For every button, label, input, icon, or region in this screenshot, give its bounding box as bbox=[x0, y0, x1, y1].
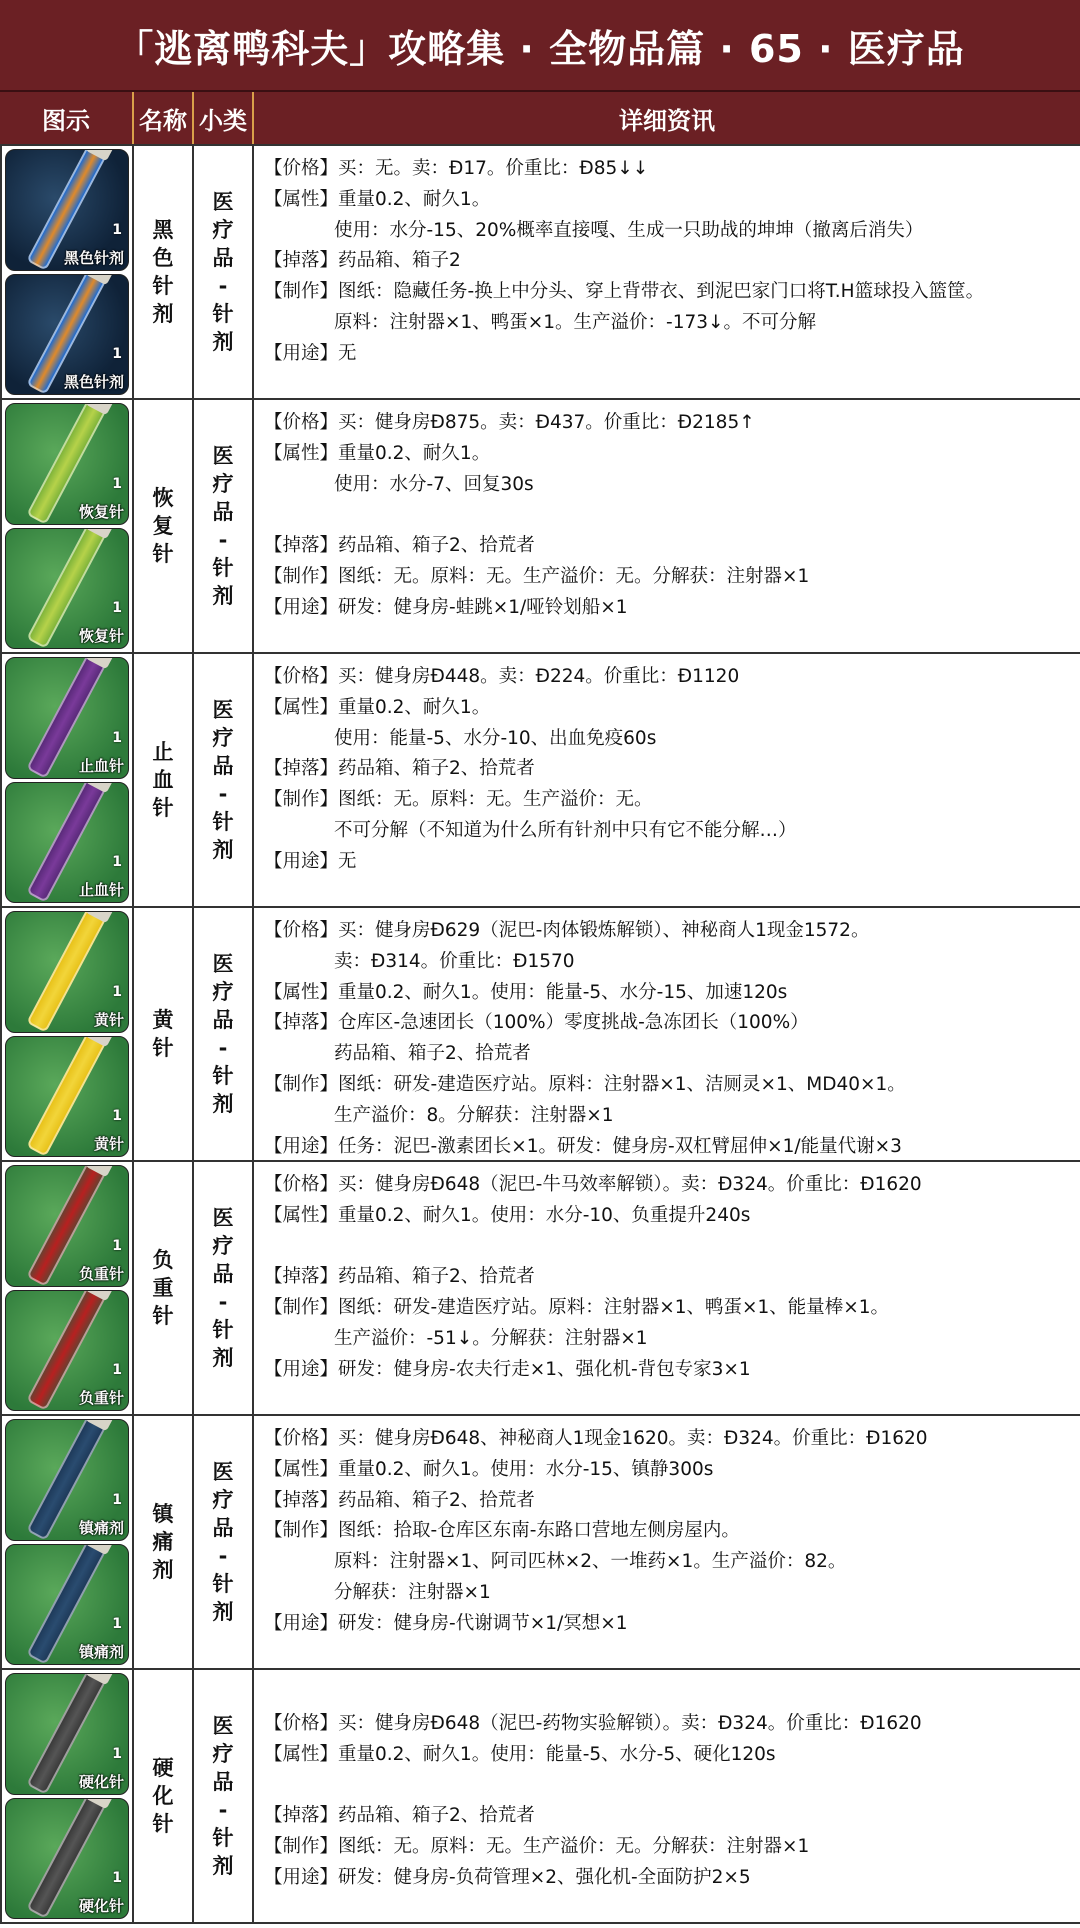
detail-tag bbox=[264, 1547, 334, 1578]
header-image: 图示 bbox=[0, 92, 134, 144]
item-quantity: 1 bbox=[112, 1491, 122, 1508]
detail-text: 药品箱、箱子2、拾荒者 bbox=[334, 1043, 531, 1065]
subcategory-char: 品 bbox=[212, 1262, 234, 1286]
subcategory-char: 医 bbox=[212, 190, 234, 214]
item-image-label: 恢复针 bbox=[78, 502, 124, 521]
header-name: 名称 bbox=[134, 92, 194, 144]
table-row bbox=[0, 1162, 1080, 1416]
detail-text: 使用：水分-7、回复30s bbox=[334, 473, 534, 495]
detail-text: 仓库区-急速团长（100%）零度挑战-急冻团长（100%） bbox=[338, 1012, 809, 1034]
item-details bbox=[254, 400, 1080, 652]
subcategory-char: 剂 bbox=[212, 1854, 234, 1878]
detail-line bbox=[264, 785, 1070, 816]
item-name-char: 黄 bbox=[152, 1008, 174, 1032]
table-row bbox=[0, 400, 1080, 654]
detail-line bbox=[264, 1547, 1070, 1578]
detail-tag bbox=[264, 1324, 334, 1355]
item-name-char: 镇 bbox=[152, 1502, 174, 1526]
detail-text: 重量0.2、耐久1。 bbox=[338, 442, 491, 464]
subcategory-char: - bbox=[218, 782, 228, 806]
detail-tag: 【掉落】 bbox=[264, 1805, 339, 1827]
detail-line bbox=[264, 1740, 1070, 1771]
detail-tag: 【制作】 bbox=[264, 1297, 339, 1319]
detail-line bbox=[264, 1486, 1070, 1517]
items-table bbox=[0, 144, 1080, 1928]
syringe-icon bbox=[5, 403, 129, 525]
detail-tag: 【制作】 bbox=[264, 789, 339, 811]
item-details bbox=[254, 1670, 1080, 1922]
detail-tag: 【价格】 bbox=[264, 1428, 339, 1449]
detail-text: 重量0.2、耐久1。 bbox=[338, 696, 491, 718]
item-subcategory bbox=[194, 1416, 254, 1668]
item-quantity: 1 bbox=[112, 854, 122, 871]
detail-tag: 【价格】 bbox=[264, 1712, 339, 1734]
syringe-icon bbox=[5, 528, 129, 650]
detail-line bbox=[264, 1609, 1070, 1640]
detail-line bbox=[264, 916, 1070, 947]
syringe-icon bbox=[5, 1419, 129, 1541]
detail-text: 药品箱、箱子2、拾荒者 bbox=[338, 1489, 535, 1511]
subcategory-char: - bbox=[218, 274, 228, 298]
syringe-icon bbox=[5, 1798, 129, 1920]
detail-text: 无 bbox=[338, 850, 357, 872]
detail-text: 买：无。卖：Đ17。价重比：Đ85↓↓ bbox=[338, 158, 649, 179]
detail-text: 重量0.2、耐久1。 bbox=[338, 188, 491, 210]
detail-tag bbox=[264, 1039, 334, 1070]
item-image-label: 黄针 bbox=[93, 1010, 124, 1029]
detail-text: 图纸：无。原料：无。生产溢价：无。分解获：注射器×1 bbox=[338, 565, 810, 587]
subcategory-char: 针 bbox=[212, 810, 234, 834]
item-image-label: 负重针 bbox=[78, 1264, 124, 1283]
detail-text: 使用：能量-5、水分-10、出血免疫60s bbox=[334, 727, 657, 749]
item-image-label: 黑色针剂 bbox=[63, 248, 124, 267]
detail-line bbox=[264, 1132, 1070, 1163]
detail-line bbox=[264, 1101, 1070, 1132]
detail-line bbox=[264, 1770, 1070, 1801]
item-quantity: 1 bbox=[112, 1870, 122, 1887]
item-image-cell bbox=[0, 654, 134, 906]
item-name-char: 复 bbox=[152, 514, 174, 538]
subcategory-char: 医 bbox=[212, 1206, 234, 1230]
subcategory-char: - bbox=[218, 1798, 228, 1822]
detail-text: 图纸：无。原料：无。生产溢价：无。 bbox=[338, 789, 653, 811]
subcategory-char: 疗 bbox=[212, 472, 234, 496]
subcategory-char: 品 bbox=[212, 500, 234, 524]
item-quantity: 1 bbox=[112, 729, 122, 746]
detail-line bbox=[264, 439, 1070, 470]
detail-text: 生产溢价：8。分解获：注射器×1 bbox=[334, 1104, 614, 1126]
detail-text: 重量0.2、耐久1。使用：能量-5、水分-15、加速120s bbox=[338, 981, 788, 1003]
item-image-cell bbox=[0, 908, 134, 1160]
detail-line bbox=[264, 978, 1070, 1009]
item-image-label: 硬化针 bbox=[78, 1897, 124, 1915]
item-image-cell bbox=[0, 400, 134, 652]
subcategory-char: 针 bbox=[212, 1826, 234, 1850]
detail-line bbox=[264, 408, 1070, 439]
detail-line bbox=[264, 1008, 1070, 1039]
detail-line bbox=[264, 1201, 1070, 1232]
item-details bbox=[254, 146, 1080, 398]
detail-tag bbox=[264, 1578, 334, 1609]
subcategory-char: - bbox=[218, 1544, 228, 1568]
item-quantity: 1 bbox=[112, 475, 122, 492]
item-name bbox=[134, 400, 194, 652]
item-name bbox=[134, 654, 194, 906]
subcategory-char: 剂 bbox=[212, 838, 234, 862]
item-name-char: 针 bbox=[152, 1812, 174, 1836]
subcategory-char: 品 bbox=[212, 1770, 234, 1794]
syringe-icon bbox=[5, 1673, 129, 1795]
detail-text: 生产溢价：-51↓。分解获：注射器×1 bbox=[334, 1327, 648, 1349]
detail-text: 买：健身房Đ648、神秘商人1现金1620。卖：Đ324。价重比：Đ1620 bbox=[338, 1428, 928, 1449]
item-name bbox=[134, 1162, 194, 1414]
item-image-label: 止血针 bbox=[78, 756, 124, 775]
item-name-char: 恢 bbox=[152, 486, 174, 510]
syringe-icon bbox=[5, 657, 129, 779]
syringe-icon bbox=[5, 1165, 129, 1287]
detail-text: 买：健身房Đ875。卖：Đ437。价重比：Đ2185↑ bbox=[338, 412, 755, 433]
detail-tag: 【掉落】 bbox=[264, 1012, 339, 1034]
item-name-char: 黑 bbox=[152, 218, 174, 242]
detail-line bbox=[264, 1039, 1070, 1070]
item-subcategory bbox=[194, 1670, 254, 1922]
item-quantity: 1 bbox=[112, 1237, 122, 1254]
detail-text: 使用：水分-15、20%概率直接嘎、生成一只助战的坤坤（撤离后消失） bbox=[334, 219, 924, 241]
syringe-icon bbox=[5, 1544, 129, 1666]
detail-tag bbox=[264, 816, 334, 847]
subcategory-char: 剂 bbox=[212, 1600, 234, 1624]
subcategory-char: 医 bbox=[212, 698, 234, 722]
detail-text: 无 bbox=[338, 342, 357, 364]
subcategory-char: 疗 bbox=[212, 1742, 234, 1766]
item-image-label: 镇痛剂 bbox=[78, 1518, 124, 1537]
detail-line bbox=[264, 724, 1070, 755]
item-quantity: 1 bbox=[112, 1745, 122, 1762]
detail-tag: 【属性】 bbox=[264, 1743, 339, 1765]
item-image-label: 黑色针剂 bbox=[63, 373, 124, 391]
detail-text: 研发：健身房-代谢调节×1/冥想×1 bbox=[338, 1612, 628, 1634]
item-details bbox=[254, 908, 1080, 1160]
item-name-char: 针 bbox=[152, 1304, 174, 1328]
detail-text: 药品箱、箱子2 bbox=[338, 250, 461, 272]
item-name bbox=[134, 1670, 194, 1922]
detail-text: 图纸：隐藏任务-换上中分头、穿上背带衣、到泥巴家门口将T.H篮球投入篮筐。 bbox=[338, 281, 985, 303]
subcategory-char: 针 bbox=[212, 1318, 234, 1342]
detail-text: 研发：健身房-蛙跳×1/哑铃划船×1 bbox=[338, 596, 628, 618]
subcategory-char: 针 bbox=[212, 302, 234, 326]
detail-text: 图纸：研发-建造医疗站。原料：注射器×1、鸭蛋×1、能量棒×1。 bbox=[338, 1297, 890, 1319]
detail-tag: 【制作】 bbox=[264, 1835, 339, 1857]
item-name bbox=[134, 146, 194, 398]
item-quantity: 1 bbox=[112, 1616, 122, 1633]
detail-text: 不可分解（不知道为什么所有针剂中只有它不能分解…） bbox=[334, 819, 797, 841]
item-name-char: 痛 bbox=[152, 1530, 174, 1554]
subcategory-char: 针 bbox=[212, 1064, 234, 1088]
detail-tag: 【属性】 bbox=[264, 981, 339, 1003]
detail-tag bbox=[264, 1770, 334, 1801]
item-name-char: 负 bbox=[152, 1248, 174, 1272]
detail-tag: 【价格】 bbox=[264, 666, 339, 687]
subcategory-char: 医 bbox=[212, 444, 234, 468]
detail-text: 药品箱、箱子2、拾荒者 bbox=[338, 758, 535, 780]
item-quantity: 1 bbox=[112, 1108, 122, 1125]
detail-text bbox=[334, 1232, 1070, 1263]
subcategory-char: 剂 bbox=[212, 1346, 234, 1370]
detail-tag: 【价格】 bbox=[264, 920, 339, 941]
item-image-cell bbox=[0, 1670, 134, 1922]
detail-tag: 【价格】 bbox=[264, 1174, 339, 1195]
detail-line bbox=[264, 1516, 1070, 1547]
item-image-label: 黄针 bbox=[93, 1135, 124, 1153]
detail-line bbox=[264, 1293, 1070, 1324]
item-name-char: 血 bbox=[152, 768, 174, 792]
detail-tag: 【价格】 bbox=[264, 412, 339, 433]
subcategory-char: 医 bbox=[212, 1714, 234, 1738]
detail-line bbox=[264, 1232, 1070, 1263]
item-quantity: 1 bbox=[112, 600, 122, 617]
detail-line bbox=[264, 947, 1070, 978]
detail-tag bbox=[264, 216, 334, 247]
detail-line bbox=[264, 308, 1070, 339]
detail-tag: 【掉落】 bbox=[264, 535, 339, 557]
subcategory-char: 针 bbox=[212, 556, 234, 580]
detail-line bbox=[264, 470, 1070, 501]
item-name-char: 色 bbox=[152, 246, 174, 270]
detail-tag: 【制作】 bbox=[264, 281, 339, 303]
detail-text: 药品箱、箱子2、拾荒者 bbox=[338, 535, 535, 557]
item-name-char: 硬 bbox=[152, 1756, 174, 1780]
header-subcategory: 小类 bbox=[194, 92, 254, 144]
subcategory-char: 剂 bbox=[212, 584, 234, 608]
detail-text: 图纸：研发-建造医疗站。原料：注射器×1、洁厕灵×1、MD40×1。 bbox=[338, 1073, 906, 1095]
detail-text: 药品箱、箱子2、拾荒者 bbox=[338, 1805, 535, 1827]
detail-text bbox=[334, 500, 1070, 531]
detail-line bbox=[264, 216, 1070, 247]
detail-text: 重量0.2、耐久1。使用：能量-5、水分-5、硬化120s bbox=[338, 1743, 776, 1765]
detail-line bbox=[264, 1324, 1070, 1355]
detail-line bbox=[264, 531, 1070, 562]
detail-tag bbox=[264, 500, 334, 531]
detail-tag: 【用途】 bbox=[264, 1866, 339, 1888]
detail-tag bbox=[264, 470, 334, 501]
detail-tag bbox=[264, 1101, 334, 1132]
syringe-icon bbox=[5, 911, 129, 1033]
item-subcategory bbox=[194, 908, 254, 1160]
item-image-label: 恢复针 bbox=[78, 627, 124, 645]
item-quantity: 1 bbox=[112, 221, 122, 238]
item-details bbox=[254, 1162, 1080, 1414]
item-quantity: 1 bbox=[112, 983, 122, 1000]
detail-line bbox=[264, 1863, 1070, 1894]
detail-tag: 【掉落】 bbox=[264, 1266, 339, 1288]
subcategory-char: 品 bbox=[212, 246, 234, 270]
detail-tag: 【掉落】 bbox=[264, 1489, 339, 1511]
detail-text: 买：健身房Đ629（泥巴-肉体锻炼解锁）、神秘商人1现金1572。 bbox=[338, 920, 870, 941]
detail-text: 研发：健身房-农夫行走×1、强化机-背包专家3×1 bbox=[338, 1358, 751, 1380]
detail-tag bbox=[264, 1232, 334, 1263]
detail-line bbox=[264, 500, 1070, 531]
detail-tag: 【制作】 bbox=[264, 1073, 339, 1095]
header-details: 详细资讯 bbox=[619, 106, 715, 135]
detail-line bbox=[264, 1455, 1070, 1486]
item-image-cell bbox=[0, 1416, 134, 1668]
detail-line bbox=[264, 1355, 1070, 1386]
subcategory-char: 医 bbox=[212, 1460, 234, 1484]
detail-line bbox=[264, 754, 1070, 785]
item-name-char: 针 bbox=[152, 796, 174, 820]
detail-line bbox=[264, 1170, 1070, 1201]
detail-line bbox=[264, 1832, 1070, 1863]
item-name-char: 剂 bbox=[152, 302, 174, 326]
item-subcategory bbox=[194, 1162, 254, 1414]
table-row bbox=[0, 1670, 1080, 1924]
subcategory-char: 疗 bbox=[212, 1234, 234, 1258]
item-quantity: 1 bbox=[112, 346, 122, 363]
subcategory-char: 品 bbox=[212, 1516, 234, 1540]
table-row bbox=[0, 1416, 1080, 1670]
item-name-char: 化 bbox=[152, 1784, 174, 1808]
detail-tag bbox=[264, 1678, 334, 1709]
item-image-label: 镇痛剂 bbox=[78, 1643, 124, 1661]
subcategory-char: 针 bbox=[212, 1572, 234, 1596]
detail-tag: 【用途】 bbox=[264, 1612, 339, 1634]
detail-text: 图纸：拾取-仓库区东南-东路口营地左侧房屋内。 bbox=[338, 1520, 740, 1542]
detail-line bbox=[264, 816, 1070, 847]
item-name-char: 重 bbox=[152, 1276, 174, 1300]
subcategory-char: - bbox=[218, 1290, 228, 1314]
item-name bbox=[134, 1416, 194, 1668]
detail-line bbox=[264, 339, 1070, 370]
detail-text: 买：健身房Đ648（泥巴-药物实验解锁）。卖：Đ324。价重比：Đ1620 bbox=[338, 1712, 922, 1734]
detail-text: 图纸：无。原料：无。生产溢价：无。分解获：注射器×1 bbox=[338, 1835, 810, 1857]
detail-line bbox=[264, 277, 1070, 308]
detail-tag: 【属性】 bbox=[264, 1204, 339, 1226]
subcategory-char: 品 bbox=[212, 1008, 234, 1032]
item-image-cell bbox=[0, 146, 134, 398]
page-title: 「逃离鸭科夫」攻略集 · 全物品篇 · 65 · 医疗品 bbox=[0, 0, 1080, 92]
detail-text: 买：健身房Đ448。卖：Đ224。价重比：Đ1120 bbox=[338, 666, 740, 687]
item-name-char: 针 bbox=[152, 542, 174, 566]
syringe-icon bbox=[5, 782, 129, 904]
detail-tag bbox=[264, 308, 334, 339]
subcategory-char: 疗 bbox=[212, 218, 234, 242]
item-image-label: 止血针 bbox=[78, 881, 124, 899]
item-name-char: 剂 bbox=[152, 1558, 174, 1582]
table-header bbox=[0, 92, 1080, 144]
table-row bbox=[0, 654, 1080, 908]
syringe-icon bbox=[5, 1036, 129, 1158]
detail-tag: 【用途】 bbox=[264, 1135, 339, 1157]
detail-line bbox=[264, 1709, 1070, 1740]
detail-text bbox=[334, 1770, 1070, 1801]
item-quantity: 1 bbox=[112, 1362, 122, 1379]
detail-text: 卖：Đ314。价重比：Đ1570 bbox=[334, 950, 575, 972]
detail-text: 分解获：注射器×1 bbox=[334, 1581, 491, 1603]
detail-tag: 【掉落】 bbox=[264, 250, 339, 272]
detail-tag: 【属性】 bbox=[264, 188, 339, 210]
subcategory-char: 疗 bbox=[212, 980, 234, 1004]
item-subcategory bbox=[194, 654, 254, 906]
item-name bbox=[134, 908, 194, 1160]
detail-text: 研发：健身房-负荷管理×2、强化机-全面防护2×5 bbox=[338, 1866, 751, 1888]
subcategory-char: - bbox=[218, 1036, 228, 1060]
detail-line bbox=[264, 246, 1070, 277]
detail-line bbox=[264, 1801, 1070, 1832]
detail-tag: 【属性】 bbox=[264, 696, 339, 718]
syringe-icon bbox=[5, 1290, 129, 1412]
detail-tag: 【属性】 bbox=[264, 442, 339, 464]
detail-text: 原料：注射器×1、鸭蛋×1。生产溢价：-173↓。不可分解 bbox=[334, 311, 817, 333]
detail-tag: 【制作】 bbox=[264, 1520, 339, 1542]
table-row bbox=[0, 908, 1080, 1162]
item-details bbox=[254, 654, 1080, 906]
detail-line bbox=[264, 693, 1070, 724]
detail-line bbox=[264, 662, 1070, 693]
detail-line bbox=[264, 1678, 1070, 1709]
detail-text bbox=[334, 1678, 1070, 1709]
detail-line bbox=[264, 154, 1070, 185]
subcategory-char: - bbox=[218, 528, 228, 552]
syringe-icon bbox=[5, 149, 129, 271]
detail-text: 药品箱、箱子2、拾荒者 bbox=[338, 1266, 535, 1288]
subcategory-char: 疗 bbox=[212, 1488, 234, 1512]
detail-tag: 【属性】 bbox=[264, 1458, 339, 1480]
detail-line bbox=[264, 185, 1070, 216]
table-row bbox=[0, 146, 1080, 400]
detail-line bbox=[264, 1424, 1070, 1455]
item-subcategory bbox=[194, 146, 254, 398]
detail-text: 买：健身房Đ648（泥巴-牛马效率解锁）。卖：Đ324。价重比：Đ1620 bbox=[338, 1174, 922, 1195]
item-name-char: 止 bbox=[152, 740, 174, 764]
detail-tag: 【用途】 bbox=[264, 850, 339, 872]
detail-tag: 【价格】 bbox=[264, 158, 339, 179]
item-details bbox=[254, 1416, 1080, 1668]
subcategory-char: 剂 bbox=[212, 1092, 234, 1116]
subcategory-char: 品 bbox=[212, 754, 234, 778]
detail-tag: 【制作】 bbox=[264, 565, 339, 587]
detail-line bbox=[264, 562, 1070, 593]
detail-line bbox=[264, 1578, 1070, 1609]
detail-tag: 【用途】 bbox=[264, 1358, 339, 1380]
detail-tag: 【用途】 bbox=[264, 596, 339, 618]
item-image-label: 负重针 bbox=[78, 1389, 124, 1407]
detail-line bbox=[264, 1262, 1070, 1293]
detail-line bbox=[264, 1070, 1070, 1101]
detail-line bbox=[264, 847, 1070, 878]
item-image-label: 硬化针 bbox=[78, 1772, 124, 1791]
detail-tag: 【掉落】 bbox=[264, 758, 339, 780]
detail-text: 重量0.2、耐久1。使用：水分-15、镇静300s bbox=[338, 1458, 714, 1480]
syringe-icon bbox=[5, 274, 129, 396]
subcategory-char: 剂 bbox=[212, 330, 234, 354]
item-name-char: 针 bbox=[152, 274, 174, 298]
subcategory-char: 疗 bbox=[212, 726, 234, 750]
detail-line bbox=[264, 593, 1070, 624]
detail-text: 任务：泥巴-激素团长×1。研发：健身房-双杠臂屈伸×1/能量代谢×3 bbox=[338, 1135, 902, 1157]
item-image-cell bbox=[0, 1162, 134, 1414]
detail-text: 原料：注射器×1、阿司匹林×2、一堆药×1。生产溢价：82。 bbox=[334, 1551, 847, 1573]
subcategory-char: 医 bbox=[212, 952, 234, 976]
item-name-char: 针 bbox=[152, 1036, 174, 1060]
detail-text: 重量0.2、耐久1。使用：水分-10、负重提升240s bbox=[338, 1204, 751, 1226]
detail-tag bbox=[264, 724, 334, 755]
detail-tag: 【用途】 bbox=[264, 342, 339, 364]
detail-tag bbox=[264, 947, 334, 978]
item-subcategory bbox=[194, 400, 254, 652]
